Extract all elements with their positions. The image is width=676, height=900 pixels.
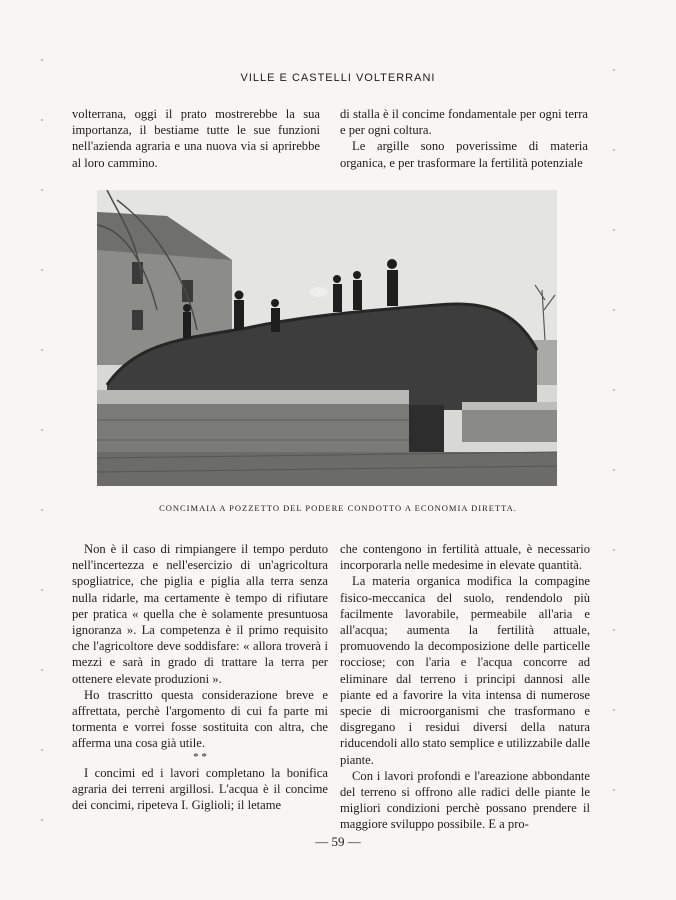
- paragraph: volterrana, oggi il prato mostrerebbe la sua importanza, il bestiame tutte le sue funzioni nell'azienda agraria e una nuova via si aprirebbe al loro cammino.: [72, 107, 320, 170]
- bottom-left-column: [72, 541, 328, 813]
- photograph-illustration: [97, 190, 557, 486]
- paragraph: La materia organica modifica la compagine fisico-meccanica del suolo, rendendolo più facilmente lavorabile, permeabile all'aria e all'acqua; aumenta la fertilità attuale, promuovendo la decomposizione delle particelle rocciose; con l'aria e l'acqua concorre ad eliminare dal terreno i principi dannosi alle piante ed a favorire la vita intensa di numerose specie di microorganismi che trasformano e disgregano i residui diversi della natura riducendoli allo stato semplice e utilizzabile dalle piante.: [340, 574, 590, 767]
- figure-caption: CONCIMAIA A POZZETTO DEL PODERE CONDOTTO A ECONOMIA DIRETTA.: [159, 503, 517, 513]
- section-asterism: * *: [193, 750, 207, 763]
- paragraph: I concimi ed i lavori completano la bonifica agraria dei terreni argillosi. L'acqua è il concime dei concimi, ripeteva I. Giglioli; il letame: [72, 765, 328, 813]
- top-left-column: [72, 106, 320, 171]
- paragraph: Non è il caso di rimpiangere il tempo perduto nell'incertezza e nell'esercizio di un'agricoltura spogliatrice, che piglia e piglia alla terra senza nulla ridarle, ma certamente è tempo di rifiutare per pratica « quella che è solamente presuntuosa ignoranza ». La competenza è il primo requisito che l'agricoltore deve soddisfare: « allora troverà i mezzi e sarà in grado di trattare la terra per ottenere elevate produzioni ».: [72, 542, 328, 686]
- page-number: — 59 —: [315, 834, 361, 849]
- paragraph: di stalla è il concime fondamentale per ogni terra e per ogni coltura.: [340, 107, 588, 138]
- paragraph: Le argille sono poverissime di materia organica, e per trasformare la fertilità potenziale: [340, 139, 588, 170]
- photograph-manure-pit: [97, 190, 557, 486]
- paragraph: Con i lavori profondi e l'areazione abbondante del terreno si offrono alle radici delle piante le migliori condizioni perchè possano prendere il maggiore sviluppo possibile. E a pro-: [340, 768, 590, 832]
- paragraph: che contengono in fertilità attuale, è necessario incorporarla nelle medesime in elevate quantità.: [340, 542, 590, 573]
- binding-dots-left: [40, 40, 44, 840]
- paragraph: Ho trascritto questa considerazione breve e affrettata, perchè l'argomento di cui fa parte mi tormenta e vorrei fosse sostituita con altra, che afferma una cosa già utile.: [72, 687, 328, 751]
- binding-dots-right: [612, 40, 616, 840]
- bottom-right-column: [340, 541, 590, 833]
- top-right-column: [340, 106, 588, 171]
- running-title: VILLE E CASTELLI VOLTERRANI: [240, 72, 436, 84]
